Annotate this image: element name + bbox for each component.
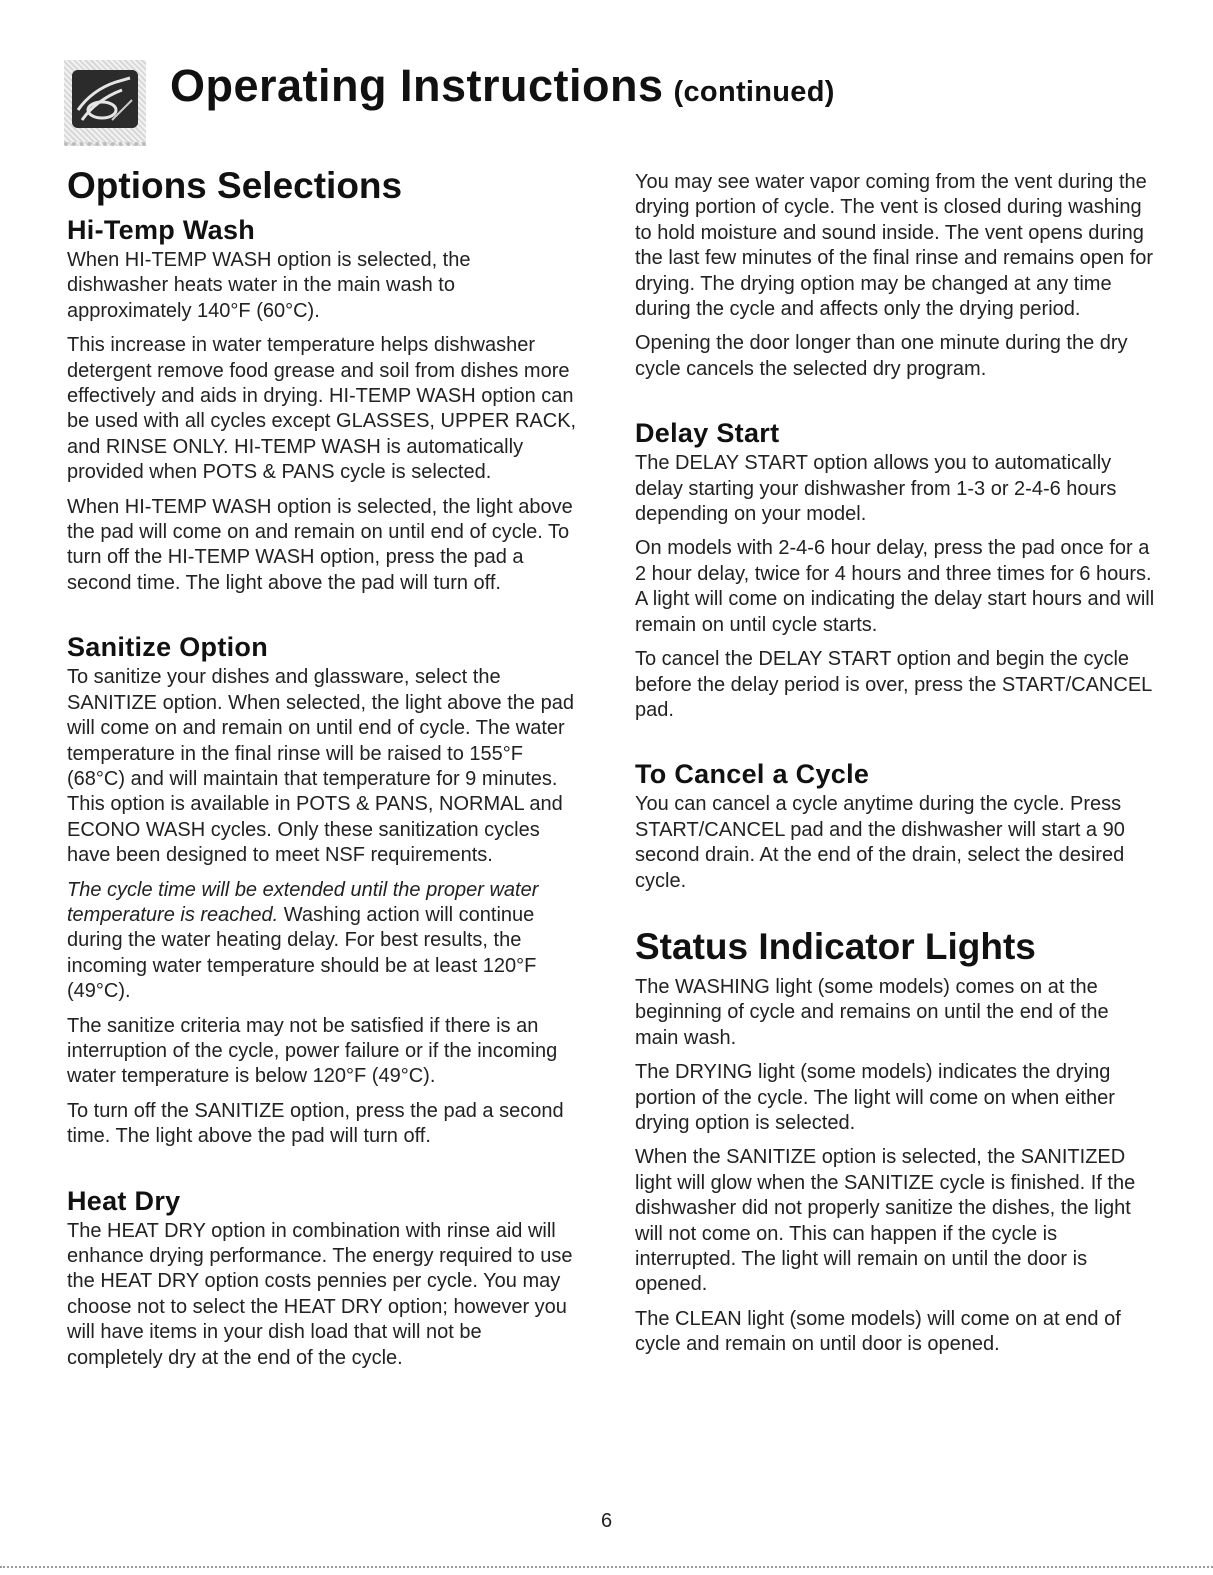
spacer [635, 732, 1155, 758]
status-p2: The DRYING light (some models) indicates the drying portion of the cycle. The light will come on when either drying option is selected. [635, 1061, 1115, 1134]
left-column [67, 164, 577, 1380]
sanitize-p2-italic: The cycle time will be extended until the proper water temperature is reached. [67, 878, 539, 926]
hitemp-p1: When HI-TEMP WASH option is selected, the dishwasher heats water in the main wash to approximately 140°F (60°C). [67, 249, 471, 322]
sanitize-title: Sanitize Option [67, 632, 269, 663]
status-p3: When the SANITIZE option is selected, the SANITIZED light will glow when the SANITIZE cycle is finished. If the dishwasher did not properly sanitize the dishes, the light will not come on. This can happen if the cycle is interrupted. The light will remain on until the door is opened. [635, 1146, 1136, 1296]
delay-p3: To cancel the DELAY START option and begin the cycle before the delay period is over, press the START/CANCEL pad. [635, 648, 1152, 721]
title-continued: (continued) [673, 76, 835, 108]
dishwasher-rack-icon [64, 60, 146, 146]
spacer [635, 903, 1155, 925]
right-column [635, 170, 1155, 1367]
delay-p2: On models with 2-4-6 hour delay, press the pad once for a 2 hour delay, twice for 4 hours and three times for 6 hours. A light will come on indicating the delay start hours and will remain on until cycle starts. [635, 537, 1155, 636]
heatdry-title: Heat Dry [67, 1185, 181, 1216]
page-number: 6 [600, 1510, 613, 1532]
sanitize-p2-rest: Washing action will continue during the water heating delay. For best results, the incoming water temperature should be at least 120°F (49°C). [67, 903, 537, 1003]
hitemp-title: Hi-Temp Wash [67, 215, 256, 245]
status-p1: The WASHING light (some models) comes on at the beginning of cycle and remains on until the end of the main wash. [635, 975, 1109, 1049]
hitemp-p3: When HI-TEMP WASH option is selected, the light above the pad will come on and remain on until end of cycle. To turn off the HI-TEMP WASH option, press the pad a second time. The light above the pad will turn off. [67, 495, 573, 594]
sanitize-p3: The sanitize criteria may not be satisfied if there is an interruption of the cycle, power failure or if the incoming water temperature is below 120°F (49°C). [67, 1014, 558, 1088]
cancel-p1: You can cancel a cycle anytime during the cycle. Press START/CANCEL pad and the dishwasher will start a 90 second drain. At the end of the drain, select the desired cycle. [635, 793, 1125, 892]
title-text: Operating Instructions [170, 60, 664, 111]
vent-p2: Opening the door longer than one minute during the dry cycle cancels the selected dry program. [635, 332, 1128, 380]
vent-p1: You may see water vapor coming from the vent during the drying portion of cycle. The vent is closed during washing to hold moisture and sound inside. The vent opens during the last few minutes of the final rinse and remains open for drying. The drying option may be changed at any time during the cycle and affects only the drying period. [635, 171, 1154, 321]
spacer [67, 605, 577, 631]
delay-p1: The DELAY START option allows you to automatically delay starting your dishwasher from 1-3 or 2-4-6 hours depending on your model. [635, 452, 1117, 526]
spacer [67, 1159, 577, 1185]
sanitize-p4: To turn off the SANITIZE option, press the pad a second time. The light above the pad will turn off. [67, 1099, 564, 1148]
cancel-title: To Cancel a Cycle [635, 759, 870, 790]
status-p4: The CLEAN light (some models) will come on at end of cycle and remain on until door is opened. [635, 1307, 1121, 1356]
sanitize-p1: To sanitize your dishes and glassware, select the SANITIZE option. When selected, the light above the pad will come on and remain on until end of cycle. The water temperature in the final rinse will be raised to 155°F (68°C) and will maintain that temperature for 9 minutes. This option is available in POTS & PANS, NORMAL and ECONO WASH cycles. Only these sanitization cycles have been designed to meet NSF requirements. [67, 666, 574, 867]
status-heading: Status Indicator Lights [635, 925, 1036, 967]
page-header [64, 60, 1164, 155]
bottom-divider [0, 1566, 1213, 1568]
heatdry-p1: The HEAT DRY option in combination with rinse aid will enhance drying performance. The energy required to use the HEAT DRY option costs pennies per cycle. You may choose not to select the HEAT DRY option; however you will have items in your dish load that will not be completely dry at the end of the cycle. [67, 1219, 573, 1369]
hitemp-p2: This increase in water temperature helps dishwasher detergent remove food grease and soil from dishes more effectively and aids in drying. HI-TEMP WASH option can be used with all cycles except GLASSES, UPPER RACK, and RINSE ONLY. HI-TEMP WASH is automatically provided when POTS & PANS cycle is selected. [67, 334, 577, 484]
spacer [635, 391, 1155, 417]
sanitize-p2 [67, 878, 577, 1005]
options-heading: Options Selections [67, 165, 403, 206]
delay-title: Delay Start [635, 418, 780, 449]
page-title [170, 60, 835, 112]
